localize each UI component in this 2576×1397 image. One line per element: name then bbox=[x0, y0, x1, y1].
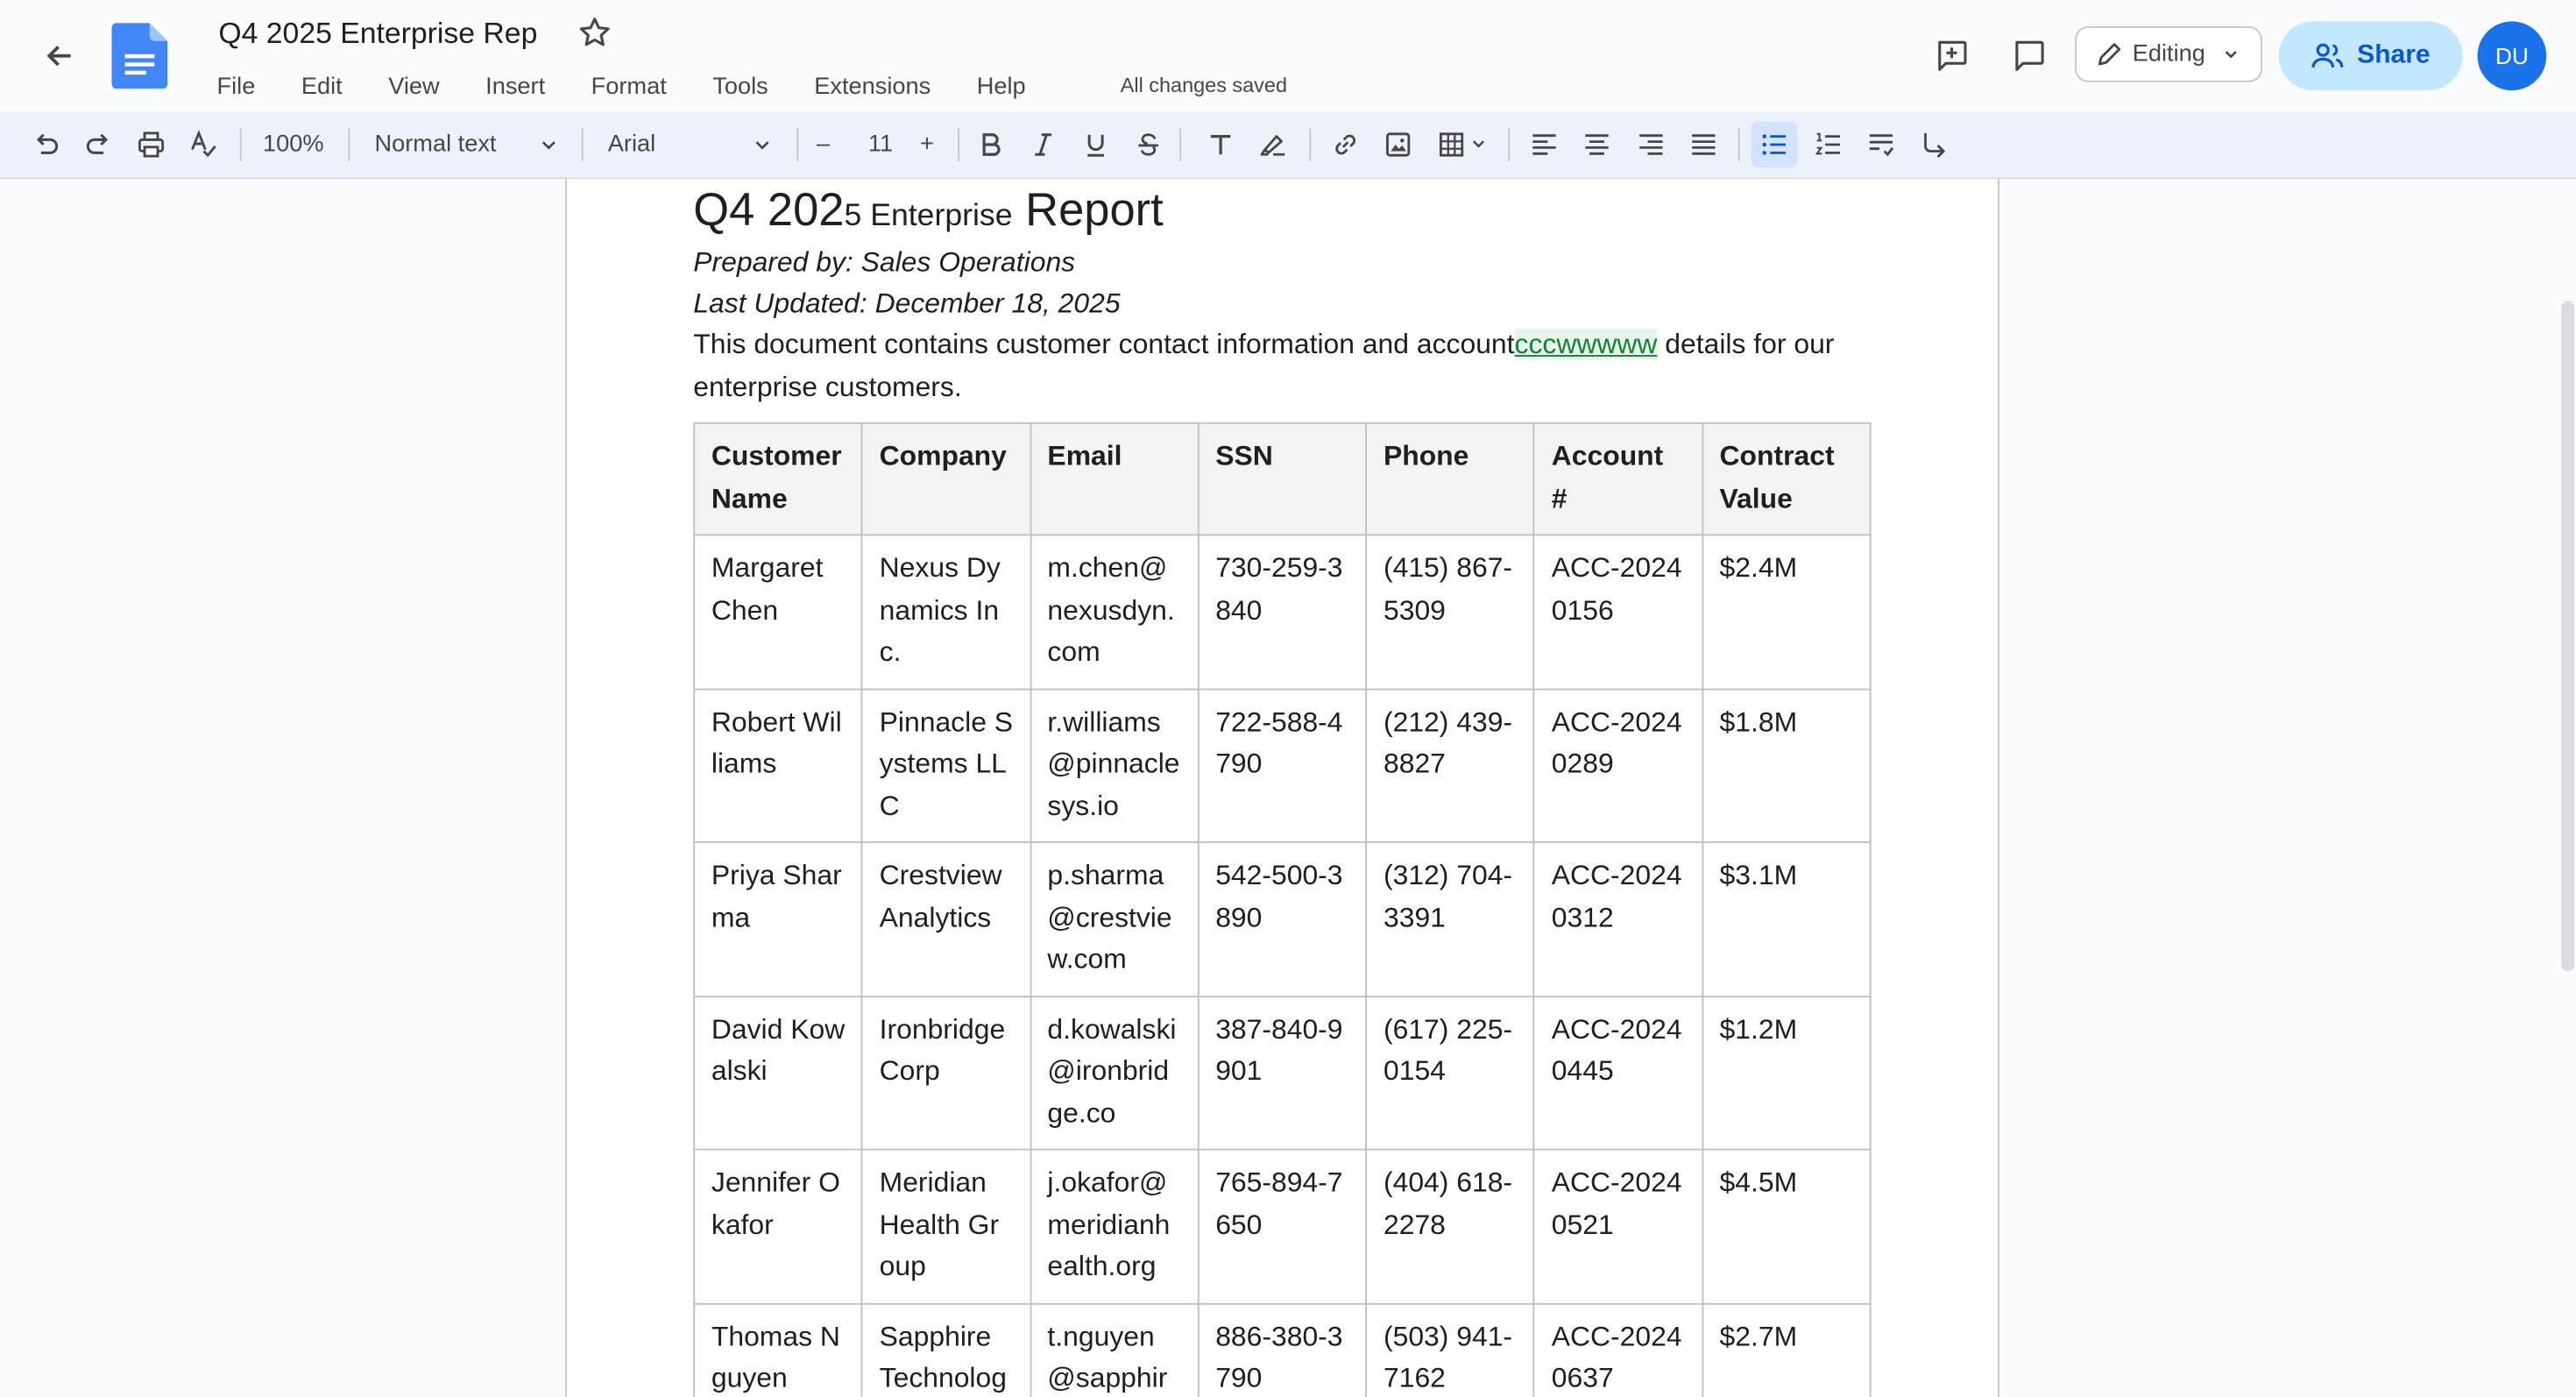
table-cell[interactable]: j.okafor@meridianhealth.org bbox=[1030, 1150, 1199, 1303]
editing-mode-dropdown[interactable] bbox=[2075, 26, 2262, 82]
header-bar bbox=[0, 0, 2576, 112]
document-page[interactable] bbox=[565, 179, 1999, 1396]
table-cell[interactable]: 542-500-3890 bbox=[1199, 842, 1367, 996]
share-button[interactable] bbox=[2279, 21, 2463, 90]
align-right-icon[interactable] bbox=[1628, 122, 1674, 168]
menu-file[interactable]: File bbox=[216, 74, 256, 101]
star-icon[interactable] bbox=[575, 13, 614, 53]
paragraph-style-dropdown[interactable] bbox=[375, 125, 559, 165]
print-icon[interactable] bbox=[128, 122, 174, 168]
suggested-insertion[interactable]: cccwwwww bbox=[1514, 329, 1658, 360]
insert-link-icon[interactable] bbox=[1322, 122, 1369, 168]
undo-icon[interactable] bbox=[23, 122, 69, 168]
intro-text-a: This document contains customer contact information and account bbox=[693, 329, 1515, 360]
zoom-dropdown[interactable]: 100% bbox=[263, 131, 324, 158]
table-cell[interactable]: (415) 867-5309 bbox=[1366, 535, 1534, 688]
paragraph-style-label: Normal text bbox=[374, 131, 497, 158]
docs-logo-icon[interactable] bbox=[112, 23, 168, 89]
insert-image-icon[interactable] bbox=[1375, 122, 1421, 168]
table-cell[interactable]: Meridian Health Group bbox=[862, 1150, 1030, 1303]
table-cell[interactable]: ACC-20240521 bbox=[1534, 1150, 1702, 1303]
comments-icon[interactable] bbox=[2007, 34, 2050, 77]
table-row bbox=[694, 996, 1871, 1149]
table-cell[interactable]: (617) 225-0154 bbox=[1366, 996, 1534, 1149]
table-cell[interactable]: (212) 439-8827 bbox=[1366, 689, 1534, 842]
table-cell[interactable]: t.nguyen@sapphir bbox=[1030, 1303, 1199, 1397]
table-cell[interactable]: p.sharma@crestview.com bbox=[1030, 842, 1199, 996]
back-arrow-icon[interactable] bbox=[36, 33, 82, 80]
add-comment-icon[interactable] bbox=[1930, 34, 1973, 77]
table-cell[interactable]: Nexus Dynamics Inc. bbox=[862, 535, 1030, 688]
insert-table-icon[interactable] bbox=[1431, 122, 1497, 168]
table-cell[interactable]: David Kowalski bbox=[694, 996, 862, 1149]
align-left-icon[interactable] bbox=[1521, 122, 1568, 168]
document-title-input[interactable]: Q4 2025 Enterprise Rep bbox=[218, 16, 538, 50]
table-cell[interactable]: 730-259-3840 bbox=[1199, 535, 1367, 688]
chevron-down-icon bbox=[2222, 45, 2242, 65]
italic-icon[interactable] bbox=[1020, 122, 1066, 168]
table-row bbox=[694, 689, 1871, 842]
intro-paragraph[interactable] bbox=[693, 323, 1870, 409]
menu-insert[interactable]: Insert bbox=[485, 74, 546, 101]
column-header-account[interactable]: Account # bbox=[1534, 423, 1702, 535]
increase-font-size-button[interactable]: + bbox=[920, 131, 934, 158]
underline-icon[interactable] bbox=[1072, 122, 1119, 168]
table-cell[interactable]: Thomas Nguyen bbox=[694, 1303, 862, 1397]
table-cell[interactable]: ACC-20240637 bbox=[1534, 1303, 1702, 1397]
table-cell[interactable]: m.chen@nexusdyn.com bbox=[1030, 535, 1199, 688]
column-header-customer-name[interactable]: Customer Name bbox=[694, 423, 862, 535]
menu-format[interactable]: Format bbox=[591, 74, 667, 101]
table-cell[interactable]: Ironbridge Corp bbox=[862, 996, 1030, 1149]
chevron-down-icon bbox=[753, 135, 773, 155]
column-header-phone[interactable]: Phone bbox=[1366, 423, 1534, 535]
table-cell[interactable]: $1.8M bbox=[1702, 689, 1871, 842]
bulleted-list-icon[interactable] bbox=[1752, 122, 1798, 168]
table-cell[interactable]: Margaret Chen bbox=[694, 535, 862, 688]
table-cell[interactable]: Jennifer Okafor bbox=[694, 1150, 862, 1303]
highlight-icon[interactable] bbox=[1250, 122, 1297, 168]
document-canvas bbox=[0, 179, 2576, 1396]
table-cell[interactable]: ACC-20240289 bbox=[1534, 689, 1702, 842]
table-cell[interactable]: 886-380-3790 bbox=[1199, 1303, 1367, 1397]
table-cell[interactable]: Robert Williams bbox=[694, 689, 862, 842]
table-cell[interactable]: Priya Sharma bbox=[694, 842, 862, 996]
intro-text-b: details for our enterprise customers. bbox=[693, 329, 1835, 403]
table-row bbox=[694, 1150, 1871, 1303]
last-updated-line[interactable]: Last Updated: December 18, 2025 bbox=[693, 287, 1121, 319]
column-header-company[interactable]: Company bbox=[862, 423, 1030, 535]
table-cell[interactable]: (404) 618-2278 bbox=[1366, 1150, 1534, 1303]
table-cell[interactable]: d.kowalski@ironbridge.co bbox=[1030, 996, 1199, 1149]
menu-tools[interactable]: Tools bbox=[712, 74, 768, 101]
user-avatar[interactable]: DU bbox=[2478, 21, 2547, 90]
menu-view[interactable]: View bbox=[388, 74, 440, 101]
table-cell[interactable]: Sapphire Technolog bbox=[862, 1303, 1030, 1397]
font-family-dropdown[interactable] bbox=[608, 125, 773, 165]
pencil-icon bbox=[2097, 41, 2123, 67]
menu-extensions[interactable]: Extensions bbox=[814, 74, 931, 101]
column-header-contract-value[interactable]: Contract Value bbox=[1702, 423, 1871, 535]
table-cell[interactable]: (312) 704-3391 bbox=[1366, 842, 1534, 996]
table-cell[interactable]: $4.5M bbox=[1702, 1150, 1871, 1303]
table-cell[interactable]: Crestview Analytics bbox=[862, 842, 1030, 996]
table-cell[interactable]: 387-840-9901 bbox=[1199, 996, 1367, 1149]
table-row bbox=[694, 535, 1871, 688]
table-row bbox=[694, 1303, 1871, 1397]
table-cell[interactable]: $2.7M bbox=[1702, 1303, 1871, 1397]
column-header-ssn[interactable]: SSN bbox=[1199, 423, 1367, 535]
formatting-toolbar bbox=[0, 112, 2576, 180]
customer-table[interactable] bbox=[693, 422, 1871, 1397]
share-label: Share bbox=[2357, 40, 2431, 69]
table-cell[interactable]: $1.2M bbox=[1702, 996, 1871, 1149]
spellcheck-icon[interactable] bbox=[180, 122, 227, 168]
heading-part-b: 5 Enterprise bbox=[844, 198, 1013, 234]
editing-mode-label: Editing bbox=[2132, 40, 2205, 67]
table-row bbox=[694, 842, 1871, 996]
vertical-scrollbar[interactable] bbox=[2561, 301, 2574, 971]
checklist-icon[interactable] bbox=[1858, 122, 1905, 168]
font-size-input[interactable]: 11 bbox=[867, 131, 894, 158]
document-heading[interactable] bbox=[693, 182, 1870, 242]
menu-bar bbox=[194, 69, 1049, 105]
table-cell[interactable]: Pinnacle Systems LLC bbox=[862, 689, 1030, 842]
table-header-row bbox=[694, 423, 1871, 535]
font-family-label: Arial bbox=[607, 131, 656, 158]
menu-help[interactable]: Help bbox=[976, 74, 1026, 101]
people-icon bbox=[2311, 41, 2345, 71]
table-cell[interactable]: $3.1M bbox=[1702, 842, 1871, 996]
document-body[interactable] bbox=[693, 179, 1870, 1396]
align-center-icon[interactable] bbox=[1574, 122, 1620, 168]
redo-icon[interactable] bbox=[75, 122, 122, 168]
more-options-icon[interactable] bbox=[1911, 122, 1957, 168]
numbered-list-icon[interactable] bbox=[1806, 122, 1852, 168]
table-cell[interactable]: 765-894-7650 bbox=[1199, 1150, 1367, 1303]
bold-icon[interactable] bbox=[967, 122, 1014, 168]
column-header-email[interactable]: Email bbox=[1030, 423, 1199, 535]
decrease-font-size-button[interactable]: – bbox=[816, 131, 831, 158]
menu-edit[interactable]: Edit bbox=[301, 74, 343, 101]
table-cell[interactable]: (503) 941-7162 bbox=[1366, 1303, 1534, 1397]
chevron-down-icon bbox=[539, 135, 559, 155]
table-cell[interactable]: $2.4M bbox=[1702, 535, 1871, 688]
table-cell[interactable]: 722-588-4790 bbox=[1199, 689, 1367, 842]
table-cell[interactable]: ACC-20240445 bbox=[1534, 996, 1702, 1149]
prepared-by-line[interactable]: Prepared by: Sales Operations bbox=[693, 246, 1076, 278]
save-status[interactable]: All changes saved bbox=[1120, 74, 1287, 97]
text-color-icon[interactable] bbox=[1198, 122, 1244, 168]
table-cell[interactable]: ACC-20240156 bbox=[1534, 535, 1702, 688]
justify-icon[interactable] bbox=[1681, 122, 1727, 168]
heading-part-c: Report bbox=[1012, 184, 1164, 236]
strikethrough-icon[interactable] bbox=[1125, 122, 1171, 168]
table-cell[interactable]: r.williams@pinnaclesys.io bbox=[1030, 689, 1199, 842]
table-cell[interactable]: ACC-20240312 bbox=[1534, 842, 1702, 996]
heading-part-a: Q4 202 bbox=[693, 184, 845, 236]
